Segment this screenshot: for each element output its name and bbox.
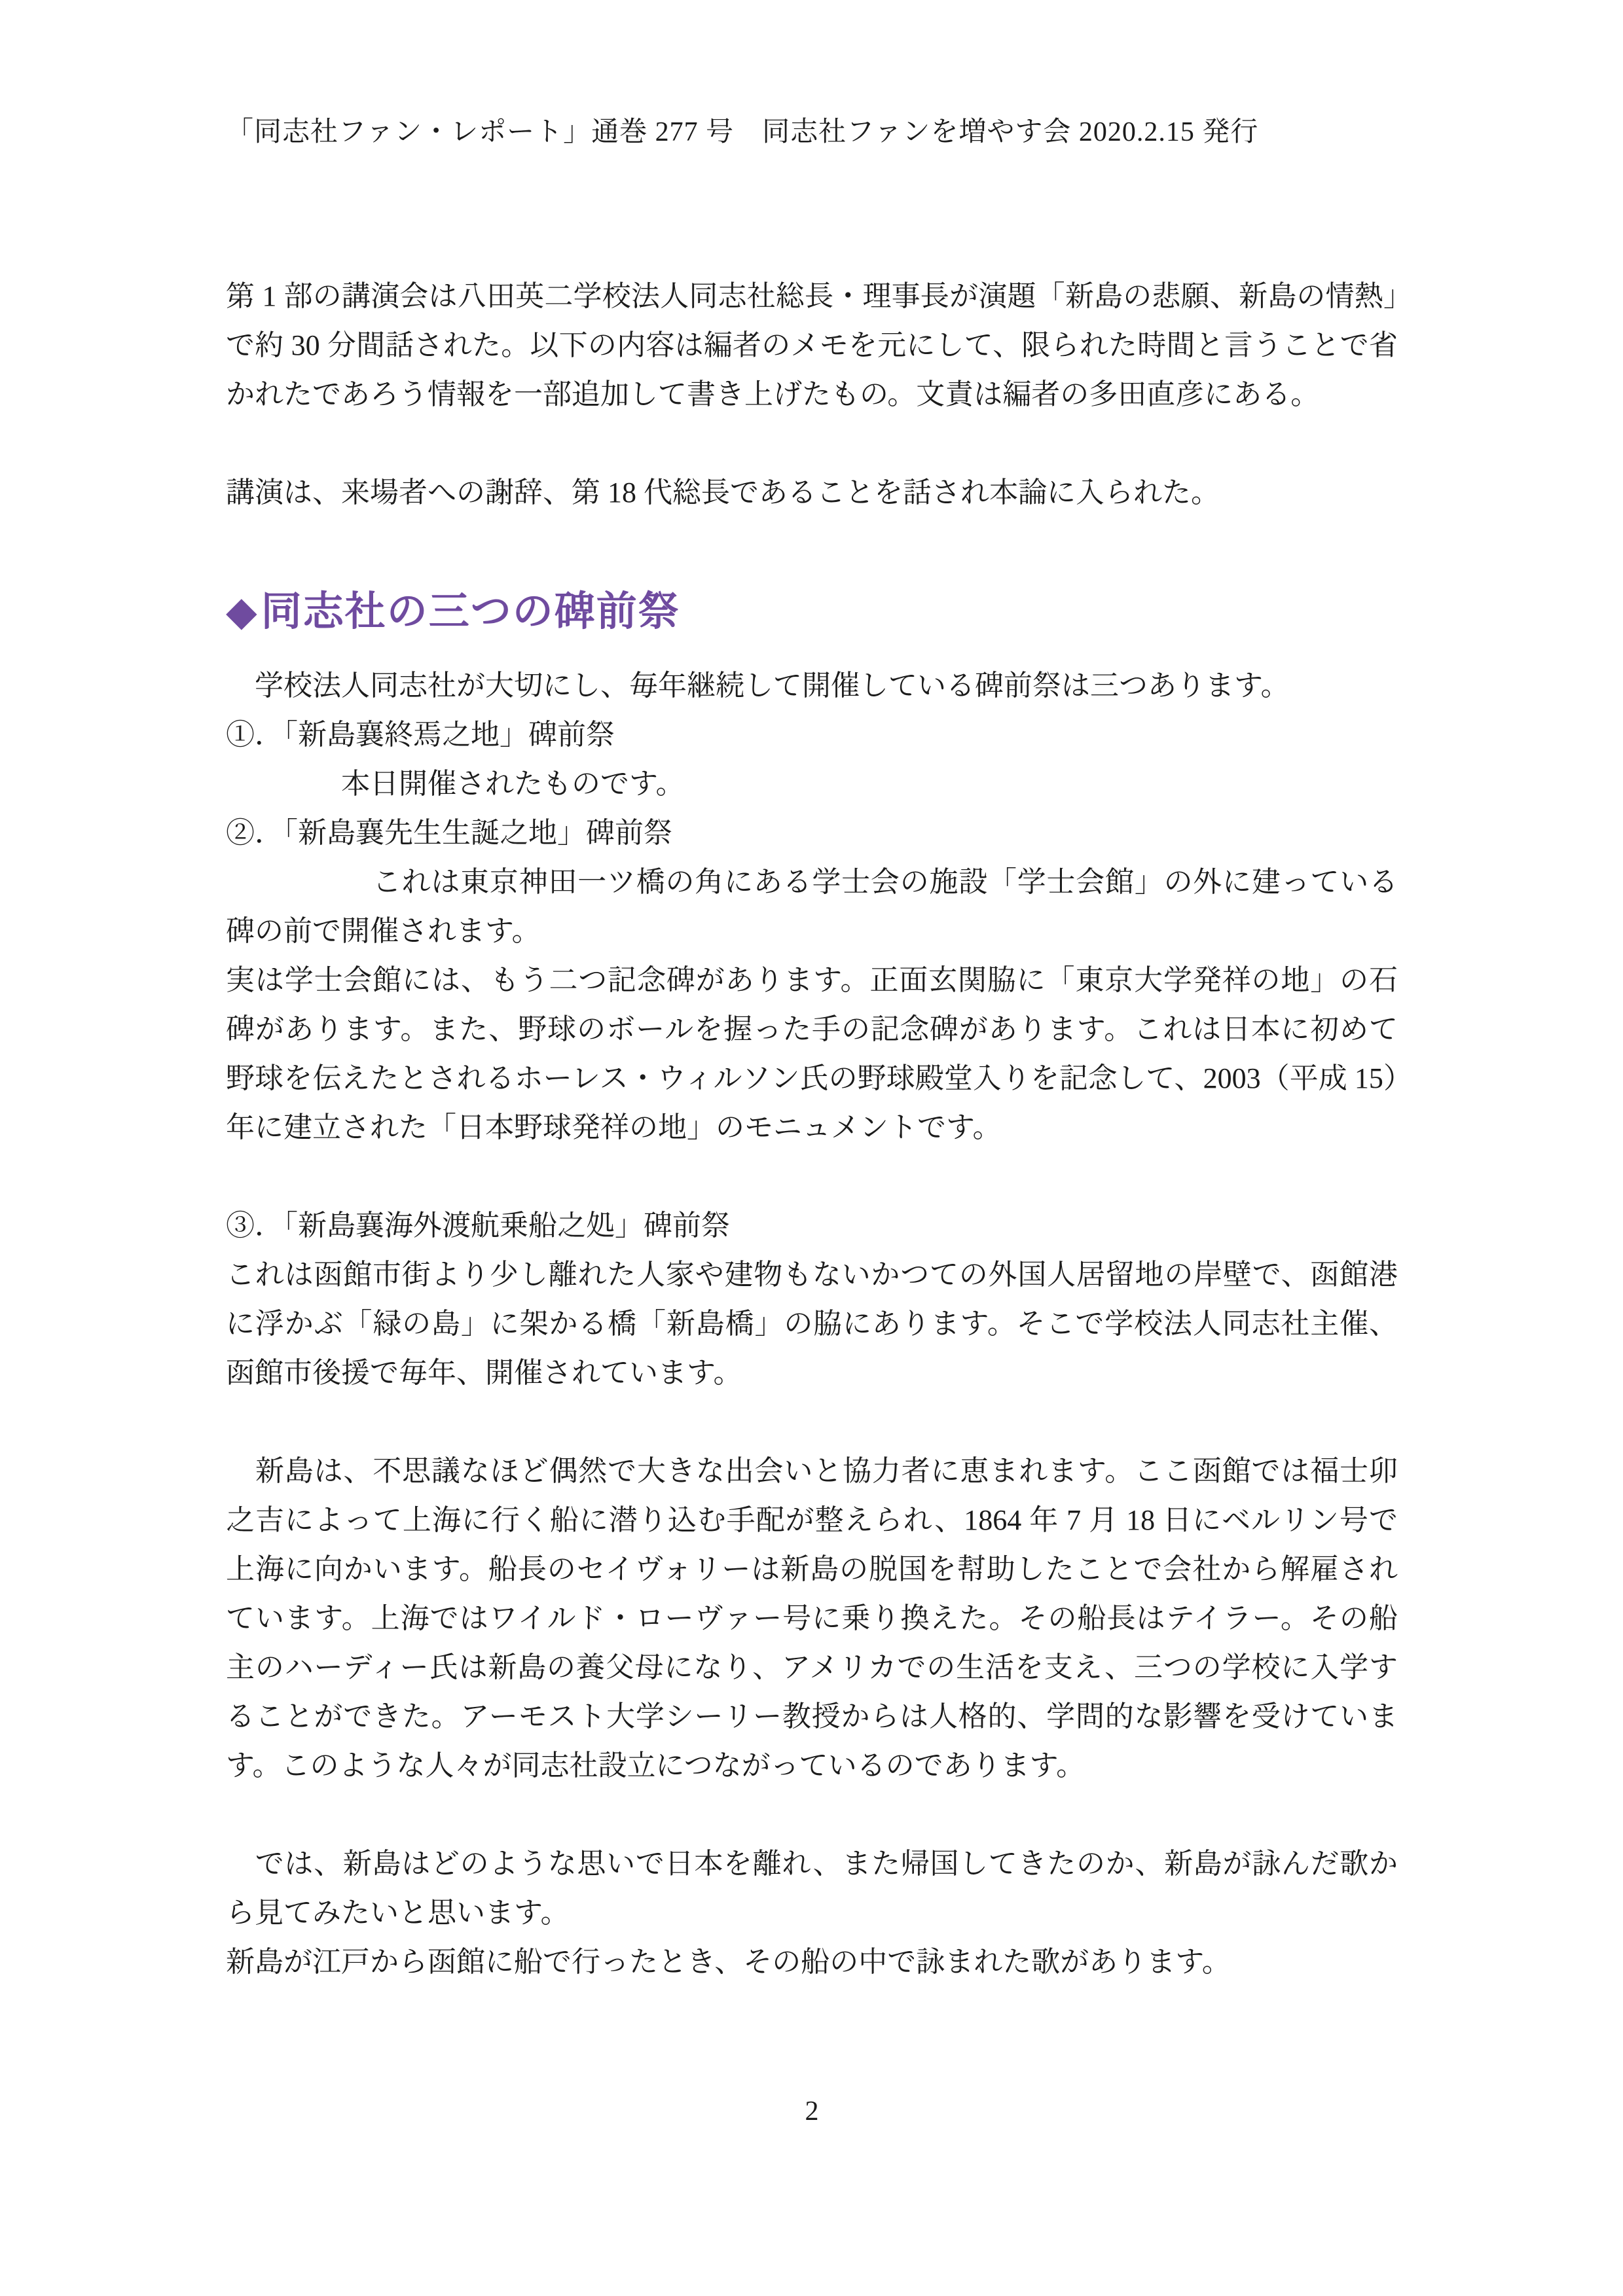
- paragraph-lecture-open: 講演は、来場者への謝辞、第 18 代総長であることを話され本論に入られた。: [226, 476, 1220, 509]
- list-item-2-label: ②．「新島襄先生生誕之地」碑前祭: [226, 817, 672, 849]
- section-heading-text: 同志社の三つの碑前祭: [261, 589, 680, 634]
- page-number: 2: [805, 2096, 819, 2126]
- paragraph-song-boat: 新島が江戸から函館に船で行ったとき、その船の中で詠まれた歌があります。: [226, 1946, 1231, 1978]
- section-intro: 学校法人同志社が大切にし、毎年継続して開催している碑前祭は三つあります。: [226, 670, 1290, 702]
- paragraph-lecture-intro: 第 1 部の講演会は八田英二学校法人同志社総長・理事長が演題「新島の悲願、新島の情熱」で約 30 分間話された。以下の内容は編者のメモを元にして、限られた時間と言うことで省かれたであろう情報を一部追加して書き上げたもの。文責は編者の多田直彦にある。: [226, 280, 1398, 410]
- monument-list: [226, 710, 1398, 1397]
- list-item-3-label: ③．「新島襄海外渡航乗船之処」碑前祭: [226, 1210, 730, 1242]
- list-item-3-detail: これは函館市街より少し離れた人家や建物もないかつての外国人居留地の岸壁で、函館港に浮かぶ「緑の島」に架かる橋「新島橋」の脇にあります。そこで学校法人同志社主催、函館市後援で毎年、開催されています。: [226, 1259, 1398, 1389]
- list-item-1-detail: 本日開催されたものです。: [226, 768, 685, 800]
- list-item-1-label: ①．「新島襄終焉之地」碑前祭: [226, 719, 615, 751]
- section-heading: [226, 583, 1398, 641]
- list-item-2-note: 実は学士会館には、もう二つ記念碑があります。正面玄関脇に「東京大学発祥の地」の石碑があります。また、野球のボールを握った手の記念碑があります。これは日本に初めて野球を伝えたとされるホーレス・ウィルソン氏の野球殿堂入りを記念して、2003（平成 15）年に建立された「日本野球発祥の地」のモニュメントです。: [226, 964, 1398, 1143]
- list-item-2-detail: これは東京神田一ツ橋の角にある学士会の施設「学士会館」の外に建っている碑の前で開催されます。: [226, 866, 1398, 947]
- paragraph-niijima-encounters: 新島は、不思議なほど偶然で大きな出会いと協力者に恵まれます。ここ函館では福士卯之吉によって上海に行く船に潜り込む手配が整えられ、1864 年 7 月 18 日にベルリン号で上海に向かいます。船長のセイヴォリーは新島の脱国を幇助したことで会社から解雇されています。上海ではワイルド・ローヴァー号に乗り換えた。その船長はテイラー。その船主のハーディー氏は新島の養父母になり、アメリカでの生活を支え、三つの学校に入学することができた。アーモスト大学シーリー教授からは人格的、学問的な影響を受けています。このような人々が同志社設立につながっているのであります。: [226, 1455, 1398, 1782]
- paragraph-song-intro: では、新島はどのような思いで日本を離れ、また帰国してきたのか、新島が詠んだ歌から見てみたいと思います。: [226, 1848, 1398, 1929]
- page-header: 「同志社ファン・レポート」通巻 277 号 同志社ファンを増やす会 2020.2.15 発行: [226, 117, 1259, 147]
- diamond-icon: ◆: [226, 589, 259, 634]
